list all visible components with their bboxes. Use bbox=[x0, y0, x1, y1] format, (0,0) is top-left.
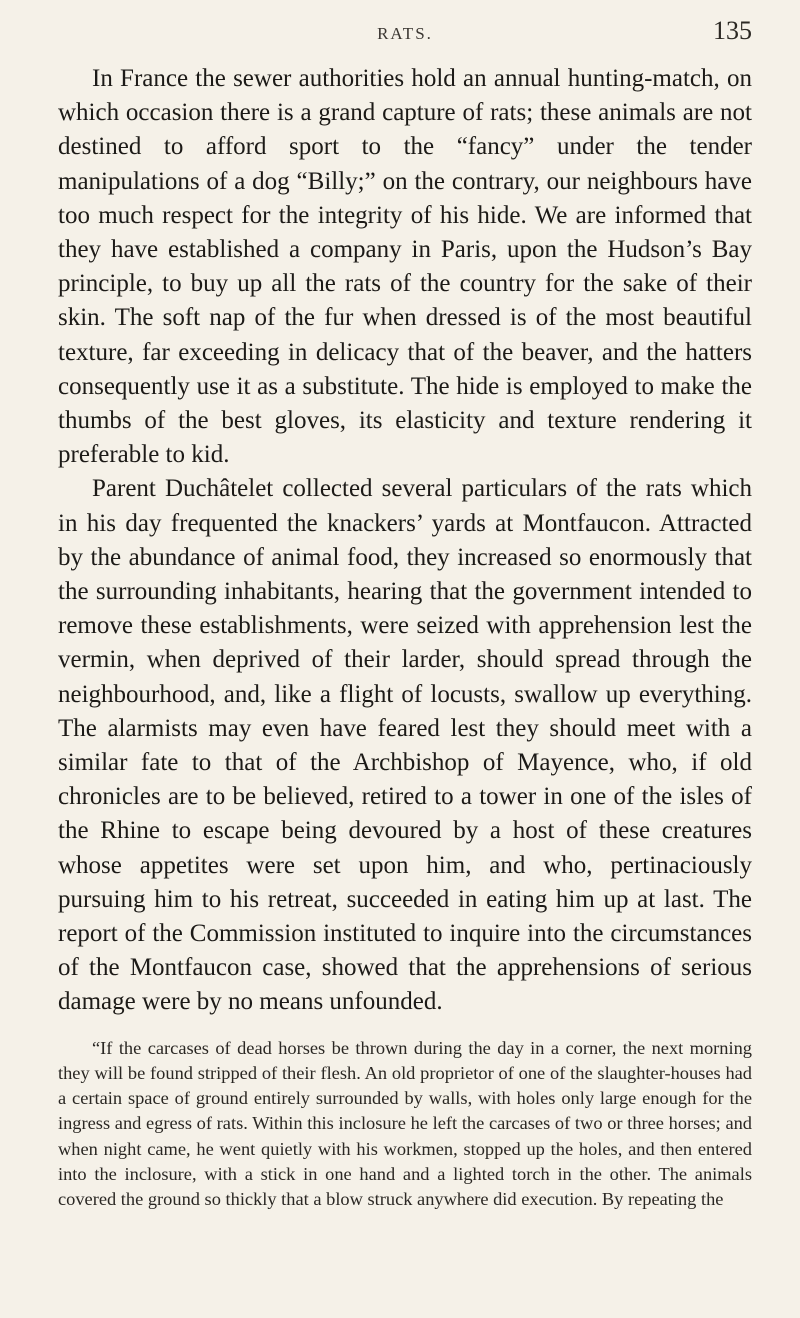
running-head bbox=[58, 0, 752, 62]
body-paragraph-2: Parent Duchâtelet collected several particulars of the rats which in his day frequented the knackers’ yards at Montfaucon. Attracted by the abundance of animal food, they increased so enormously that the surrounding inhabitants, hearing that the government intended to remove these establishments, were seized with apprehension lest the vermin, when deprived of their larder, should spread through the neighbourhood, and, like a flight of locusts, swallow up everything. The alarmists may even have feared lest they should meet with a similar fate to that of the Archbishop of Mayence, who, if old chronicles are to be believed, retired to a tower in one of the isles of the Rhine to escape being devoured by a host of these creatures whose appetites were set upon him, and who, pertinaciously pursuing him to his retreat, succeeded in eating him up at last. The report of the Commission instituted to inquire into the circumstances of the Montfaucon case, showed that the apprehensions of serious damage were by no means unfounded. bbox=[58, 475, 752, 1016]
footnote: “If the carcases of dead horses be thrown during the day in a corner, the next morning they will be found stripped of their flesh. An old proprietor of one of the slaughter-houses had a certain space of ground entirely surrounded by walls, with holes only large enough for the ingress and egress of rats. Within this inclosure he left the carcases of two or three horses; and when night came, he went quietly with his workmen, stopped up the holes, and then entered into the inclosure, with a stick in one hand and a lighted torch in the other. The animals covered the ground so thickly that a blow struck anywhere did execution. By repeating the bbox=[58, 1037, 752, 1209]
page-number: 135 bbox=[713, 16, 752, 45]
body-paragraph-1: In France the sewer authorities hold an annual hunting-match, on which occasion there is a grand capture of rats; these animals are not destined to afford sport to the “fancy” under the tender manipulations of a dog “Billy;” on the contrary, our neighbours have too much respect for the integrity of his hide. We are informed that they have established a company in Paris, upon the Hudson’s Bay principle, to buy up all the rats of the country for the sake of their skin. The soft nap of the fur when dressed is of the most beautiful texture, far exceeding in delicacy that of the beaver, and the hatters consequently use it as a substitute. The hide is employed to make the thumbs of the best gloves, its elasticity and texture rendering it preferable to kid. bbox=[58, 65, 752, 469]
running-head-title: RATS. bbox=[377, 24, 433, 43]
